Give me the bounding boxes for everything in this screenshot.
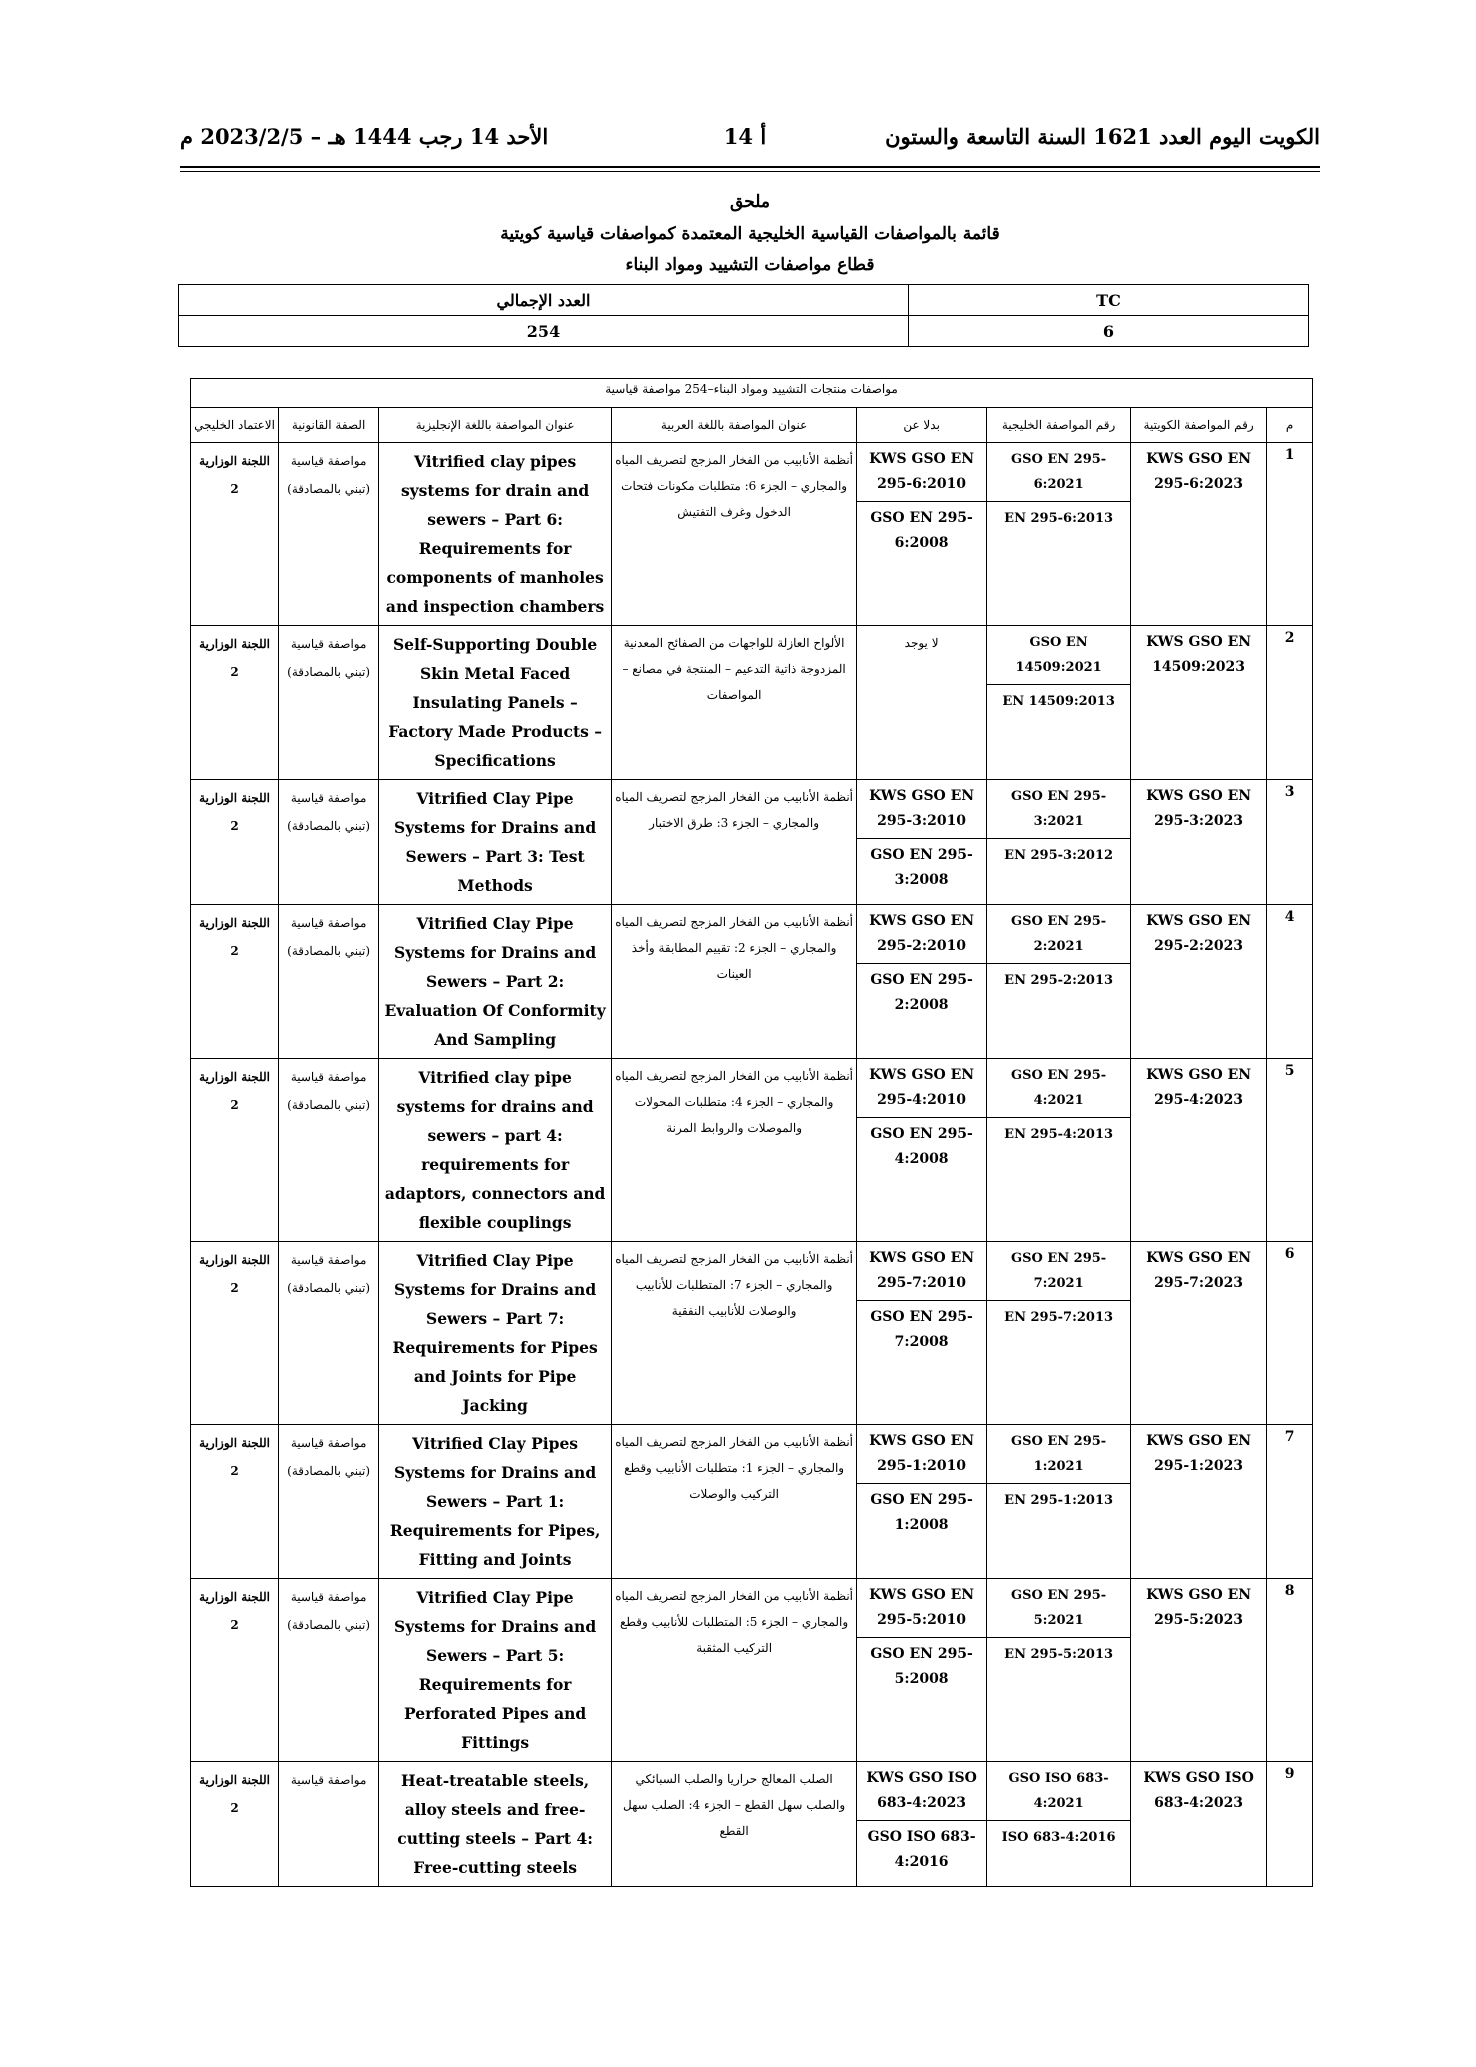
title-arabic: أنظمة الأنابيب من الفخار المزجج لتصريف المياه والمجاري – الجزء 2: تقييم المطابقة وأخذ العينات: [612, 905, 857, 1059]
table-row: [191, 1762, 1313, 1887]
legal-status: مواصفة قياسية (تبني بالمصادقة): [279, 1242, 379, 1425]
col-header-approval: الاعتماد الخليجي: [191, 408, 279, 443]
list-title: قائمة بالمواصفات القياسية الخليجية المعتمدة كمواصفات قياسية كويتية: [500, 224, 1000, 244]
gso-number-cell: [987, 1579, 1131, 1762]
gulf-approval: اللجنة الوزارية 2: [191, 443, 279, 626]
sector-title: قطاع مواصفات التشييد ومواد البناء: [625, 255, 875, 275]
legal-status: مواصفة قياسية (تبني بالمصادقة): [279, 780, 379, 905]
source-standard: ISO 683-4:2016: [987, 1820, 1130, 1854]
row-number: 9: [1267, 1762, 1313, 1887]
row-number: 7: [1267, 1425, 1313, 1579]
source-standard: EN 295-2:2013: [987, 963, 1130, 997]
kws-number: KWS GSO EN 295-2:2023: [1131, 905, 1267, 1059]
title-arabic: أنظمة الأنابيب من الفخار المزجج لتصريف المياه والمجاري – الجزء 6: متطلبات مكونات فتحات الدخول وغرف التفتيش: [612, 443, 857, 626]
gso-number-cell: [987, 905, 1131, 1059]
source-standard: EN 295-4:2013: [987, 1117, 1130, 1151]
col-header-gso: رقم المواصفة الخليجية: [987, 408, 1131, 443]
replaces-cell: [857, 1242, 987, 1425]
replaces-kws: KWS GSO EN 295-3:2010: [869, 788, 975, 829]
replaces-gso: GSO ISO 683-4:2016: [857, 1820, 986, 1879]
summary-header-row: [179, 285, 1309, 316]
gso-number: GSO EN 295-3:2021: [1011, 789, 1107, 829]
annex-title: ملحق: [730, 192, 770, 212]
kws-number: KWS GSO ISO 683-4:2023: [1131, 1762, 1267, 1887]
col-header-no: م: [1267, 408, 1313, 443]
gso-number-cell: [987, 1059, 1131, 1242]
col-header-replaces: بدلا عن: [857, 408, 987, 443]
col-header-status: الصفة القانونية: [279, 408, 379, 443]
gso-number-cell: [987, 626, 1131, 780]
gulf-approval: اللجنة الوزارية 2: [191, 1059, 279, 1242]
gso-number: GSO EN 14509:2021: [1015, 635, 1102, 675]
title-arabic: الصلب المعالج حراريا والصلب السبائكي والصلب سهل القطع – الجزء 4: الصلب سهل القطع: [612, 1762, 857, 1887]
replaces-kws: KWS GSO EN 295-6:2010: [869, 451, 975, 492]
replaces-gso: GSO EN 295-4:2008: [857, 1117, 986, 1176]
table-row: [191, 905, 1313, 1059]
legal-status: مواصفة قياسية (تبني بالمصادقة): [279, 626, 379, 780]
legal-status: مواصفة قياسية: [279, 1762, 379, 1887]
title-arabic: الألواح العازلة للواجهات من الصفائح المعدنية المزدوجة ذاتية التدعيم – المنتجة في مصانع – المواصفات: [612, 626, 857, 780]
gso-number: GSO ISO 683-4:2021: [1008, 1771, 1109, 1811]
replaces-kws: KWS GSO EN 295-4:2010: [869, 1067, 975, 1108]
title-english: Vitrified clay pipes systems for drain and sewers – Part 6: Requirements for components of manholes and inspection chambers: [379, 443, 612, 626]
table-row: [191, 443, 1313, 626]
replaces-cell: [857, 1762, 987, 1887]
gso-number-cell: [987, 443, 1131, 626]
col-header-title-ar: عنوان المواصفة باللغة العربية: [612, 408, 857, 443]
gso-number: GSO EN 295-4:2021: [1011, 1068, 1107, 1108]
source-standard: EN 14509:2013: [987, 684, 1130, 718]
table-header-row: [191, 408, 1313, 443]
gulf-approval: اللجنة الوزارية 2: [191, 905, 279, 1059]
gulf-approval: اللجنة الوزارية 2: [191, 626, 279, 780]
source-standard: EN 295-3:2012: [987, 838, 1130, 872]
title-arabic: أنظمة الأنابيب من الفخار المزجج لتصريف المياه والمجاري – الجزء 3: طرق الاختبار: [612, 780, 857, 905]
replaces-kws: KWS GSO EN 295-2:2010: [869, 913, 975, 954]
gulf-approval: اللجنة الوزارية 2: [191, 1579, 279, 1762]
gso-number: GSO EN 295-7:2021: [1011, 1251, 1107, 1291]
kws-number: KWS GSO EN 295-6:2023: [1131, 443, 1267, 626]
legal-status: مواصفة قياسية (تبني بالمصادقة): [279, 905, 379, 1059]
replaces-kws: KWS GSO EN 295-1:2010: [869, 1433, 975, 1474]
title-english: Vitrified Clay Pipe Systems for Drains and Sewers – Part 3: Test Methods: [379, 780, 612, 905]
header-issue-info: الكويت اليوم العدد 1621 السنة التاسعة والستون: [885, 124, 1320, 149]
title-english: Vitrified clay pipe systems for drains and sewers – part 4: requirements for adaptors, connectors and flexible couplings: [379, 1059, 612, 1242]
replaces-gso: GSO EN 295-7:2008: [857, 1300, 986, 1359]
header-rule-thick: [180, 166, 1320, 168]
replaces-gso: GSO EN 295-5:2008: [857, 1637, 986, 1696]
kws-number: KWS GSO EN 295-4:2023: [1131, 1059, 1267, 1242]
gso-number: GSO EN 295-6:2021: [1011, 452, 1107, 492]
legal-status: مواصفة قياسية (تبني بالمصادقة): [279, 1579, 379, 1762]
source-standard: EN 295-1:2013: [987, 1483, 1130, 1517]
row-number: 5: [1267, 1059, 1313, 1242]
replaces-gso: GSO EN 295-3:2008: [857, 838, 986, 897]
page-header: [180, 118, 1320, 162]
row-number: 2: [1267, 626, 1313, 780]
gulf-approval: اللجنة الوزارية 2: [191, 1242, 279, 1425]
gso-number: GSO EN 295-2:2021: [1011, 914, 1107, 954]
summary-value-row: [179, 316, 1309, 347]
replaces-gso: GSO EN 295-2:2008: [857, 963, 986, 1022]
header-page-number: أ 14: [723, 124, 767, 149]
table-row: [191, 626, 1313, 780]
gulf-approval: اللجنة الوزارية 2: [191, 1425, 279, 1579]
col-header-title-en: عنوان المواصفة باللغة الإنجليزية: [379, 408, 612, 443]
kws-number: KWS GSO EN 295-5:2023: [1131, 1579, 1267, 1762]
row-number: 3: [1267, 780, 1313, 905]
replaces-cell: [857, 780, 987, 905]
title-english: Vitrified Clay Pipe Systems for Drains and Sewers – Part 5: Requirements for Perforated Pipes and Fittings: [379, 1579, 612, 1762]
title-arabic: أنظمة الأنابيب من الفخار المزجج لتصريف المياه والمجاري – الجزء 4: متطلبات المحولات والموصلات والروابط المرنة: [612, 1059, 857, 1242]
standards-table: [190, 378, 1313, 1887]
kws-number: KWS GSO EN 14509:2023: [1131, 626, 1267, 780]
title-arabic: أنظمة الأنابيب من الفخار المزجج لتصريف المياه والمجاري – الجزء 1: متطلبات الأنابيب وقطع التركيب والوصلات: [612, 1425, 857, 1579]
summary-total-value: 254: [179, 316, 909, 347]
replaces-cell: [857, 1425, 987, 1579]
legal-status: مواصفة قياسية (تبني بالمصادقة): [279, 1425, 379, 1579]
header-date: الأحد 14 رجب 1444 هـ – 2023/2/5 م: [180, 124, 549, 149]
gso-number-cell: [987, 1762, 1131, 1887]
gso-number-cell: [987, 780, 1131, 905]
row-number: 8: [1267, 1579, 1313, 1762]
table-row: [191, 1059, 1313, 1242]
title-english: Vitrified Clay Pipes Systems for Drains and Sewers – Part 1: Requirements for Pipes, Fitting and Joints: [379, 1425, 612, 1579]
table-row: [191, 780, 1313, 905]
replaces-kws: KWS GSO EN 295-5:2010: [869, 1587, 975, 1628]
table-row: [191, 1579, 1313, 1762]
replaces-gso: GSO EN 295-1:2008: [857, 1483, 986, 1542]
row-number: 6: [1267, 1242, 1313, 1425]
summary-table: [178, 284, 1309, 347]
kws-number: KWS GSO EN 295-7:2023: [1131, 1242, 1267, 1425]
legal-status: مواصفة قياسية (تبني بالمصادقة): [279, 1059, 379, 1242]
summary-total-header: العدد الإجمالي: [179, 285, 909, 316]
replaces-cell: [857, 443, 987, 626]
gso-number: GSO EN 295-5:2021: [1011, 1588, 1107, 1628]
gso-number: GSO EN 295-1:2021: [1011, 1434, 1107, 1474]
gso-number-cell: [987, 1425, 1131, 1579]
source-standard: EN 295-7:2013: [987, 1300, 1130, 1334]
title-english: Vitrified Clay Pipe Systems for Drains and Sewers – Part 2: Evaluation Of Conformity And Sampling: [379, 905, 612, 1059]
header-rule-thin: [180, 171, 1320, 172]
gulf-approval: اللجنة الوزارية 2: [191, 780, 279, 905]
row-number: 4: [1267, 905, 1313, 1059]
replaces-gso: GSO EN 295-6:2008: [857, 501, 986, 560]
replaces-kws: KWS GSO EN 295-7:2010: [869, 1250, 975, 1291]
source-standard: EN 295-5:2013: [987, 1637, 1130, 1671]
title-arabic: أنظمة الأنابيب من الفخار المزجج لتصريف المياه والمجاري – الجزء 7: المتطلبات للأنابيب والوصلات للأنابيب النفقية: [612, 1242, 857, 1425]
kws-number: KWS GSO EN 295-3:2023: [1131, 780, 1267, 905]
title-english: Self-Supporting Double Skin Metal Faced Insulating Panels – Factory Made Products – Specifications: [379, 626, 612, 780]
table-caption-row: [191, 379, 1313, 408]
replaces-cell: [857, 1059, 987, 1242]
gso-number-cell: [987, 1242, 1131, 1425]
replaces-cell: [857, 905, 987, 1059]
replaces-cell: [857, 1579, 987, 1762]
document-titles: [180, 186, 1320, 280]
summary-tc-header: TC: [909, 285, 1309, 316]
replaces-kws: KWS GSO ISO 683-4:2023: [866, 1770, 977, 1811]
title-english: Vitrified Clay Pipe Systems for Drains and Sewers – Part 7: Requirements for Pipes and Joints for Pipe Jacking: [379, 1242, 612, 1425]
replaces-none: لا يوجد: [857, 626, 987, 780]
title-english: Heat-treatable steels, alloy steels and free-cutting steels – Part 4: Free-cutting steels: [379, 1762, 612, 1887]
row-number: 1: [1267, 443, 1313, 626]
legal-status: مواصفة قياسية (تبني بالمصادقة): [279, 443, 379, 626]
gulf-approval: اللجنة الوزارية 2: [191, 1762, 279, 1887]
kws-number: KWS GSO EN 295-1:2023: [1131, 1425, 1267, 1579]
table-caption: مواصفات منتجات التشييد ومواد البناء–254 مواصفة قياسية: [191, 379, 1313, 408]
summary-tc-value: 6: [909, 316, 1309, 347]
title-arabic: أنظمة الأنابيب من الفخار المزجج لتصريف المياه والمجاري – الجزء 5: المتطلبات للأنابيب وقطع التركيب المثقبة: [612, 1579, 857, 1762]
table-row: [191, 1425, 1313, 1579]
table-row: [191, 1242, 1313, 1425]
col-header-kws: رقم المواصفة الكويتية: [1131, 408, 1267, 443]
source-standard: EN 295-6:2013: [987, 501, 1130, 535]
